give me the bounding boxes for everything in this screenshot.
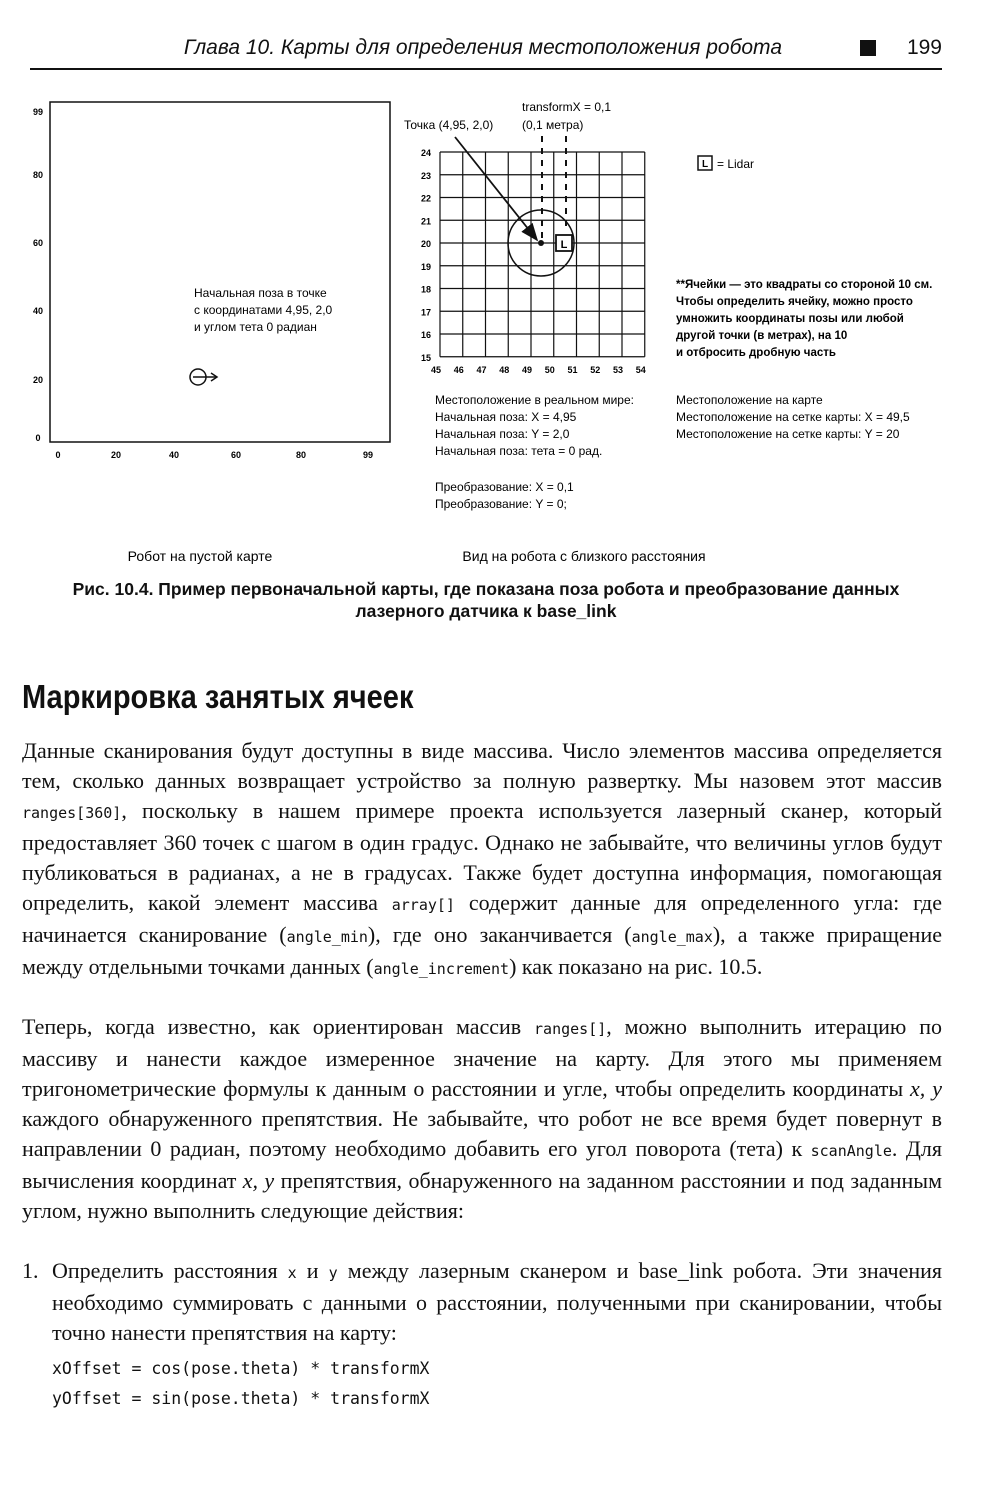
grid-y-tick: 15 <box>420 352 432 363</box>
inline-code: angle_max <box>631 928 713 946</box>
lidar-icon <box>556 235 572 251</box>
svg-text:L: L <box>560 239 568 251</box>
transform-label-line: transformX = 0,1 <box>522 100 612 114</box>
list-item-number: 1. <box>22 1258 39 1283</box>
grid-y-tick: 23 <box>420 170 432 181</box>
left-plot-frame <box>50 102 390 442</box>
paragraph-1 <box>22 736 942 984</box>
right-plot <box>404 100 932 564</box>
left-x-tick: 20 <box>110 450 122 460</box>
text-run: ) как показано на рис. 10.5. <box>509 954 763 979</box>
map-text-line: Местоположение на сетке карты: Y = 20 <box>676 427 900 441</box>
section-title: Маркировка занятых ячеек <box>22 678 414 715</box>
grid-x-tick: 46 <box>453 365 464 375</box>
text-run: , поскольку в нашем примере проекта используется лазерный сканер, который предоставляет 360 точек с шагом в один градус. Однако не забывайте, что величины углов будут публиковаться в радианах, а не в градусах. Также будет доступна информация, помогающая определить, какой элемент массива <box>22 798 942 915</box>
text-run: ), где оно заканчивается ( <box>367 922 632 947</box>
grid-y-tick: 20 <box>420 239 432 249</box>
math-variables: x, y <box>242 1168 275 1193</box>
left-plot <box>33 102 390 564</box>
world-text-line: Начальная поза: Y = 2,0 <box>435 427 570 441</box>
grid-x-tick: 53 <box>612 365 624 375</box>
inline-code: angle_min <box>286 928 368 946</box>
paragraph-2 <box>22 1012 942 1226</box>
left-y-tick: 0 <box>35 433 41 443</box>
text-run: препятствия, обнаруженного на заданном расстоянии и под заданным углом, нужно выполнить следующие действия: <box>22 1168 943 1223</box>
text-run: между лазерным сканером и base_link робота. Эти значения необходимо суммировать с данными о расстоянии, полученными при сканировании, чтобы точно нанести препятствия на карту: <box>52 1258 943 1345</box>
inline-code: angle_increment <box>373 960 510 978</box>
lidar-legend: = Lidar <box>717 157 755 171</box>
world-text-line: Начальная поза: тета = 0 рад. <box>435 444 603 458</box>
left-panel-label: Робот на пустой карте <box>127 548 273 564</box>
grid-y-ticks <box>421 148 431 363</box>
inline-code: ranges[] <box>534 1020 607 1038</box>
left-x-tick: 80 <box>295 450 307 460</box>
math-variables: x, y <box>910 1076 943 1101</box>
cells-note-line: **Ячейки — это квадраты со стороной 10 см. <box>676 279 933 291</box>
caption-line: Рис. 10.4. Пример первоначальной карты, где показана поза робота и преобразование данных <box>72 579 900 599</box>
code-block <box>52 1354 430 1414</box>
inline-code: y <box>328 1264 338 1282</box>
grid-x-tick: 54 <box>635 365 646 375</box>
text-run: Теперь, когда известно, как ориентирован массив <box>22 1014 535 1039</box>
grid-x-tick: 51 <box>567 365 578 375</box>
caption-line: лазерного датчика к base_link <box>355 601 617 621</box>
grid-y-tick: 19 <box>420 261 432 272</box>
left-x-tick: 60 <box>230 450 242 460</box>
point-label: Точка (4,95, 2,0) <box>404 118 494 132</box>
code-line: yOffset = sin(pose.theta) * transformX <box>52 1389 430 1408</box>
svg-text:L: L <box>701 159 709 170</box>
left-x-tick: 40 <box>168 450 180 460</box>
grid-x-tick: 47 <box>476 365 487 375</box>
robot-center-dot <box>538 240 544 246</box>
cells-note-line: Чтобы определить ячейку, можно просто <box>676 296 913 308</box>
text-run: . Для вычисления координат <box>22 1136 942 1193</box>
inline-code: ranges[360] <box>22 804 122 822</box>
left-y-tick: 40 <box>32 306 44 316</box>
figure <box>0 0 1000 640</box>
chapter-title: Глава 10. Карты для определения местоположения робота <box>183 36 782 59</box>
text-run: ), а также приращение между отдельными точками данных ( <box>22 922 942 979</box>
grid-x-ticks <box>431 365 646 375</box>
cells-note-line: и отбросить дробную часть <box>676 347 836 359</box>
lidar-legend-icon <box>698 156 712 170</box>
cells-note-line: другой точки (в метрах), на 10 <box>676 330 848 342</box>
grid-x-tick: 50 <box>544 365 555 375</box>
world-text-line: Местоположение в реальном мире: <box>435 393 634 407</box>
left-y-tick: 60 <box>32 238 44 248</box>
grid-y-tick: 17 <box>420 307 432 318</box>
cells-note-line: умножить координаты позы или любой <box>676 313 904 325</box>
transform-text-line: Преобразование: X = 0,1 <box>435 480 574 494</box>
map-text-line: Местоположение на сетке карты: X = 49,5 <box>676 410 910 424</box>
robot-pose-icon <box>190 369 217 385</box>
grid-x-tick: 49 <box>521 365 533 375</box>
grid-y-tick: 18 <box>420 284 432 295</box>
left-x-tick: 99 <box>362 450 374 460</box>
left-x-tick: 0 <box>55 450 61 460</box>
pose-text-line: и углом тета 0 радиан <box>194 320 317 334</box>
map-text-line: Местоположение на карте <box>676 393 823 407</box>
grid-y-tick: 22 <box>420 193 432 204</box>
grid-x-tick: 48 <box>499 365 510 375</box>
inline-code: array[] <box>391 896 455 914</box>
text-run: Определить расстояния <box>52 1258 288 1283</box>
page-number: 199 <box>906 36 942 59</box>
left-y-tick: 99 <box>32 107 44 117</box>
code-line: xOffset = cos(pose.theta) * transformX <box>52 1359 430 1378</box>
text-run: и <box>296 1258 329 1283</box>
text-run: , можно выполнить итерацию по массиву и нанести каждое измеренное значение на карту. Для этого мы применяем тригонометрические формулы к данным о расстоянии и угле, чтобы определить координаты <box>22 1014 942 1101</box>
left-y-tick: 80 <box>32 170 44 180</box>
text-run: Данные сканирования будут доступны в виде массива. Число элементов массива определяется тем, сколько данных возвращает устройство за полную развертку. Мы назовем этот массив <box>22 738 942 793</box>
pose-text-line: Начальная поза в точке <box>194 286 327 300</box>
left-y-tick: 20 <box>32 375 44 385</box>
text-run: каждого обнаруженного препятствия. Не забывайте, что робот не все время будет повернут в направлении 0 радиан, поэтому необходимо добавить его угол поворота (тета) к <box>22 1106 942 1161</box>
occupancy-grid <box>440 152 645 357</box>
pose-text-line: с координатами 4,95, 2,0 <box>194 303 333 317</box>
grid-y-tick: 16 <box>420 330 432 340</box>
figure-caption <box>30 578 942 622</box>
list-item <box>22 1256 942 1348</box>
grid-y-tick: 21 <box>420 216 432 227</box>
inline-code: scanAngle <box>810 1142 892 1160</box>
grid-x-tick: 45 <box>430 365 442 375</box>
inline-code: x <box>287 1264 297 1282</box>
grid-y-tick: 24 <box>420 148 432 158</box>
transform-label-line: (0,1 метра) <box>522 118 584 132</box>
grid-x-tick: 52 <box>590 365 601 375</box>
world-text-line: Начальная поза: X = 4,95 <box>435 410 577 424</box>
text-run: содержит данные для определенного угла: где начинается сканирование ( <box>22 890 942 947</box>
right-panel-label: Вид на робота с близкого расстояния <box>462 548 706 564</box>
transform-text-line: Преобразование: Y = 0; <box>435 497 567 511</box>
